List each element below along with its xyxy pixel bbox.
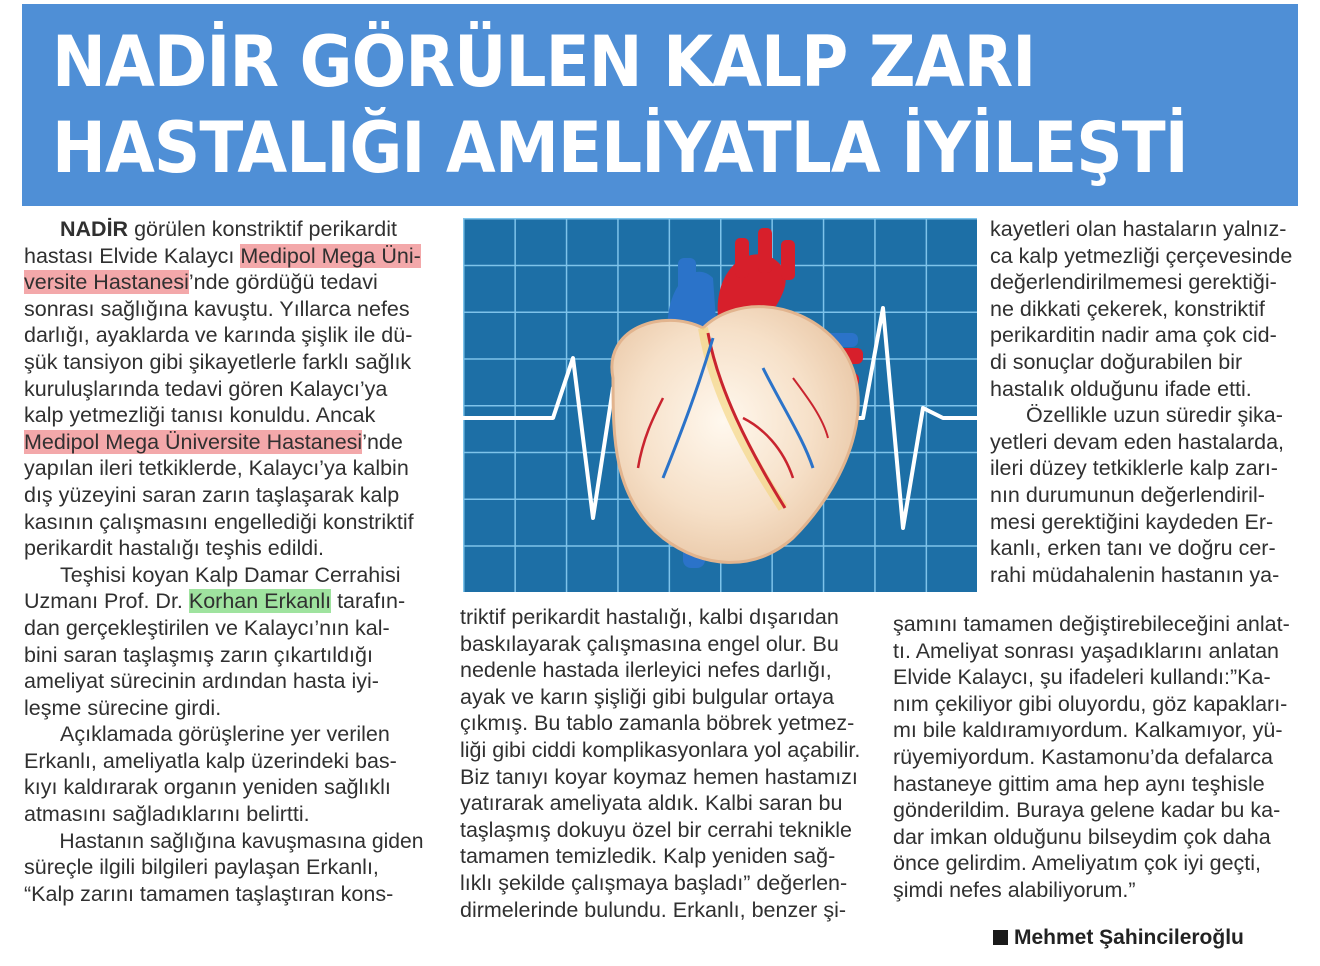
text-line: yapılan ileri tetkiklerde, Kalaycı’ya kalbin xyxy=(24,456,409,481)
headline-line-2: HASTALIĞI AMELİYATLA İYİLEŞTİ xyxy=(52,107,1188,189)
text-line: taşlaşmış dokuyu özel bir cerrahi teknikle xyxy=(460,817,852,842)
text-span: Uzmanı Prof. Dr. xyxy=(24,589,189,614)
text-line: ca kalp yetmezliği çerçevesinde xyxy=(990,243,1293,268)
text-line: triktif perikardit hastalığı, kalbi dışarıdan xyxy=(460,605,839,629)
text-line: Özellikle uzun süredir şika- xyxy=(1026,403,1283,428)
text-line: perikardit hastalığı teşhis edildi. xyxy=(24,536,324,561)
text-line: süreçle ilgili bilgileri paylaşan Erkanlı, xyxy=(24,855,379,880)
text-line: lıklı şekilde çalışmaya başladı” değerlen- xyxy=(460,870,848,895)
text-line: önce gelirdim. Ameliyatım çok iyi geçti, xyxy=(893,851,1262,876)
highlight-hospital: Medipol Mega Üniversite Hastanesi xyxy=(24,429,363,454)
heart-illustration-icon xyxy=(463,218,977,592)
article-column-3-top xyxy=(990,216,1300,588)
article-column-3-bottom xyxy=(893,611,1303,904)
text-line: mesi gerektiğini kaydeden Er- xyxy=(990,509,1274,534)
text-span: tarafın- xyxy=(331,589,406,614)
text-line: Hastanın sağlığına kavuşmasına giden xyxy=(59,828,424,853)
text-line: kayetleri olan hastaların yalnız- xyxy=(990,217,1287,241)
text-line: darlığı, ayaklarda ve karında şişlik ile dü- xyxy=(24,323,413,348)
text-line: di sonuçlar doğurabilen bir xyxy=(990,349,1243,374)
highlight-doctor: Korhan Erkanlı xyxy=(188,589,332,614)
author-name: Mehmet Şahincileroğlu xyxy=(1014,926,1244,949)
text-line: kanlı, erken tanı ve doğru cer- xyxy=(990,536,1276,561)
author-byline xyxy=(993,926,1244,950)
text-line: dar imkan olduğunu bilseydim çok daha xyxy=(893,824,1271,849)
lead-word: NADİR xyxy=(60,217,129,241)
text-line: kasının çalışmasını engellediği konstriktif xyxy=(24,509,414,534)
text-line: tamamen temizledik. Kalp yeniden sağ- xyxy=(460,844,836,869)
text-line: değerlendirilmemesi gerektiği- xyxy=(990,270,1277,295)
text-line: hastalık olduğunu ifade etti. xyxy=(990,376,1252,401)
text-span: ’nde xyxy=(362,429,403,454)
text-line: ne dikkati çekerek, konstriktif xyxy=(990,296,1265,321)
text-line: nedenle hastada ilerleyici nefes darlığı, xyxy=(460,658,832,683)
text-line: rahi müdahalenin hastanın ya- xyxy=(990,562,1280,587)
text-line: leşme sürecine girdi. xyxy=(24,695,222,720)
square-bullet-icon xyxy=(993,930,1008,945)
text-line: ileri düzey tetkiklerle kalp zarı- xyxy=(990,456,1278,481)
text-line: baskılayarak çalışmasına engel olur. Bu xyxy=(460,631,839,656)
text-line: dan gerçekleştirilen ve Kalaycı’nın kal- xyxy=(24,615,390,640)
highlight-hospital: versite Hastanesi xyxy=(24,270,189,295)
text-line: rüyemiyordum. Kastamonu’da defalarca xyxy=(893,744,1274,769)
text-line: şük tansiyon gibi şikayetlerle farklı sağlık xyxy=(24,349,412,374)
text-line: Erkanlı, ameliyatla kalp üzerindeki bas- xyxy=(24,748,397,773)
text-line: dirmelerinde bulundu. Erkanlı, benzer şi- xyxy=(460,897,847,922)
text-span: hastası Elvide Kalaycı xyxy=(24,243,241,268)
text-line: nın durumunun değerlendiril- xyxy=(990,482,1265,507)
text-line xyxy=(24,243,424,270)
article-column-1 xyxy=(24,216,424,907)
text-line: atmasını sağladıklarını belirtti. xyxy=(24,802,310,827)
text-line: ayak ve karın şişliği gibi bulgular ortaya xyxy=(460,684,835,709)
article-column-2 xyxy=(460,604,870,923)
text-line: kalp yetmezliği tanısı konuldu. Ancak xyxy=(24,403,376,428)
headline-line-1: NADİR GÖRÜLEN KALP ZARI xyxy=(52,21,1036,103)
highlight-hospital: Medipol Mega Üni- xyxy=(240,243,421,268)
text-line xyxy=(24,429,424,456)
text-line: perikarditin nadir ama çok cid- xyxy=(990,323,1277,348)
text-line xyxy=(24,269,424,296)
text-line: yetleri devam eden hastalarda, xyxy=(990,429,1285,454)
text-line: nım çekiliyor gibi oluyordu, göz kapakları- xyxy=(893,691,1288,716)
text-line xyxy=(24,216,424,243)
text-line: Açıklamada görüşlerine yer verilen xyxy=(60,722,390,747)
text-line: dış yüzeyini saran zarın taşlaşarak kalp xyxy=(24,482,400,507)
text-line: “Kalp zarını tamamen taşlaştıran kons- xyxy=(24,881,394,906)
text-line xyxy=(24,588,424,615)
text-line: yatırarak ameliyata aldık. Kalbi saran bu xyxy=(460,791,843,816)
text-line: mı bile kaldıramıyordum. Kalkamıyor, yü- xyxy=(893,718,1283,743)
text-span: görülen konstriktif perikardit xyxy=(128,217,397,241)
text-line: hastaneye gittim ama hep aynı teşhisle xyxy=(893,771,1265,796)
text-span: ’nde gördüğü tedavi xyxy=(188,270,378,295)
text-line: kıyı kaldırarak organın yeniden sağlıklı xyxy=(24,775,391,800)
text-line: sonrası sağlığına kavuştu. Yıllarca nefes xyxy=(24,296,410,321)
text-line: Biz tanıyı koyar koymaz hemen hastamızı xyxy=(460,764,858,789)
text-line: gönderildim. Buraya gelene kadar bu ka- xyxy=(893,798,1281,823)
text-line: Elvide Kalaycı, şu ifadeleri kullandı:”Ka- xyxy=(893,665,1271,690)
text-line: kuruluşlarında tedavi gören Kalaycı’ya xyxy=(24,376,388,401)
text-line: Teşhisi koyan Kalp Damar Cerrahisi xyxy=(60,562,401,587)
text-line: şamını tamamen değiştirebileceğini anlat- xyxy=(893,612,1290,636)
text-line: tı. Ameliyat sonrası yaşadıklarını anlatan xyxy=(893,638,1280,663)
headline-banner xyxy=(22,4,1298,206)
text-line: bini saran taşlaşmış zarın çıkartıldığı xyxy=(24,642,373,667)
text-line: ameliyat sürecinin ardından hasta iyi- xyxy=(24,669,379,694)
text-line: şimdi nefes alabiliyorum.” xyxy=(893,877,1136,902)
text-line: liği gibi ciddi komplikasyonlara yol açabilir. xyxy=(460,737,861,762)
text-line: çıkmış. Bu tablo zamanla böbrek yetmez- xyxy=(460,711,855,736)
